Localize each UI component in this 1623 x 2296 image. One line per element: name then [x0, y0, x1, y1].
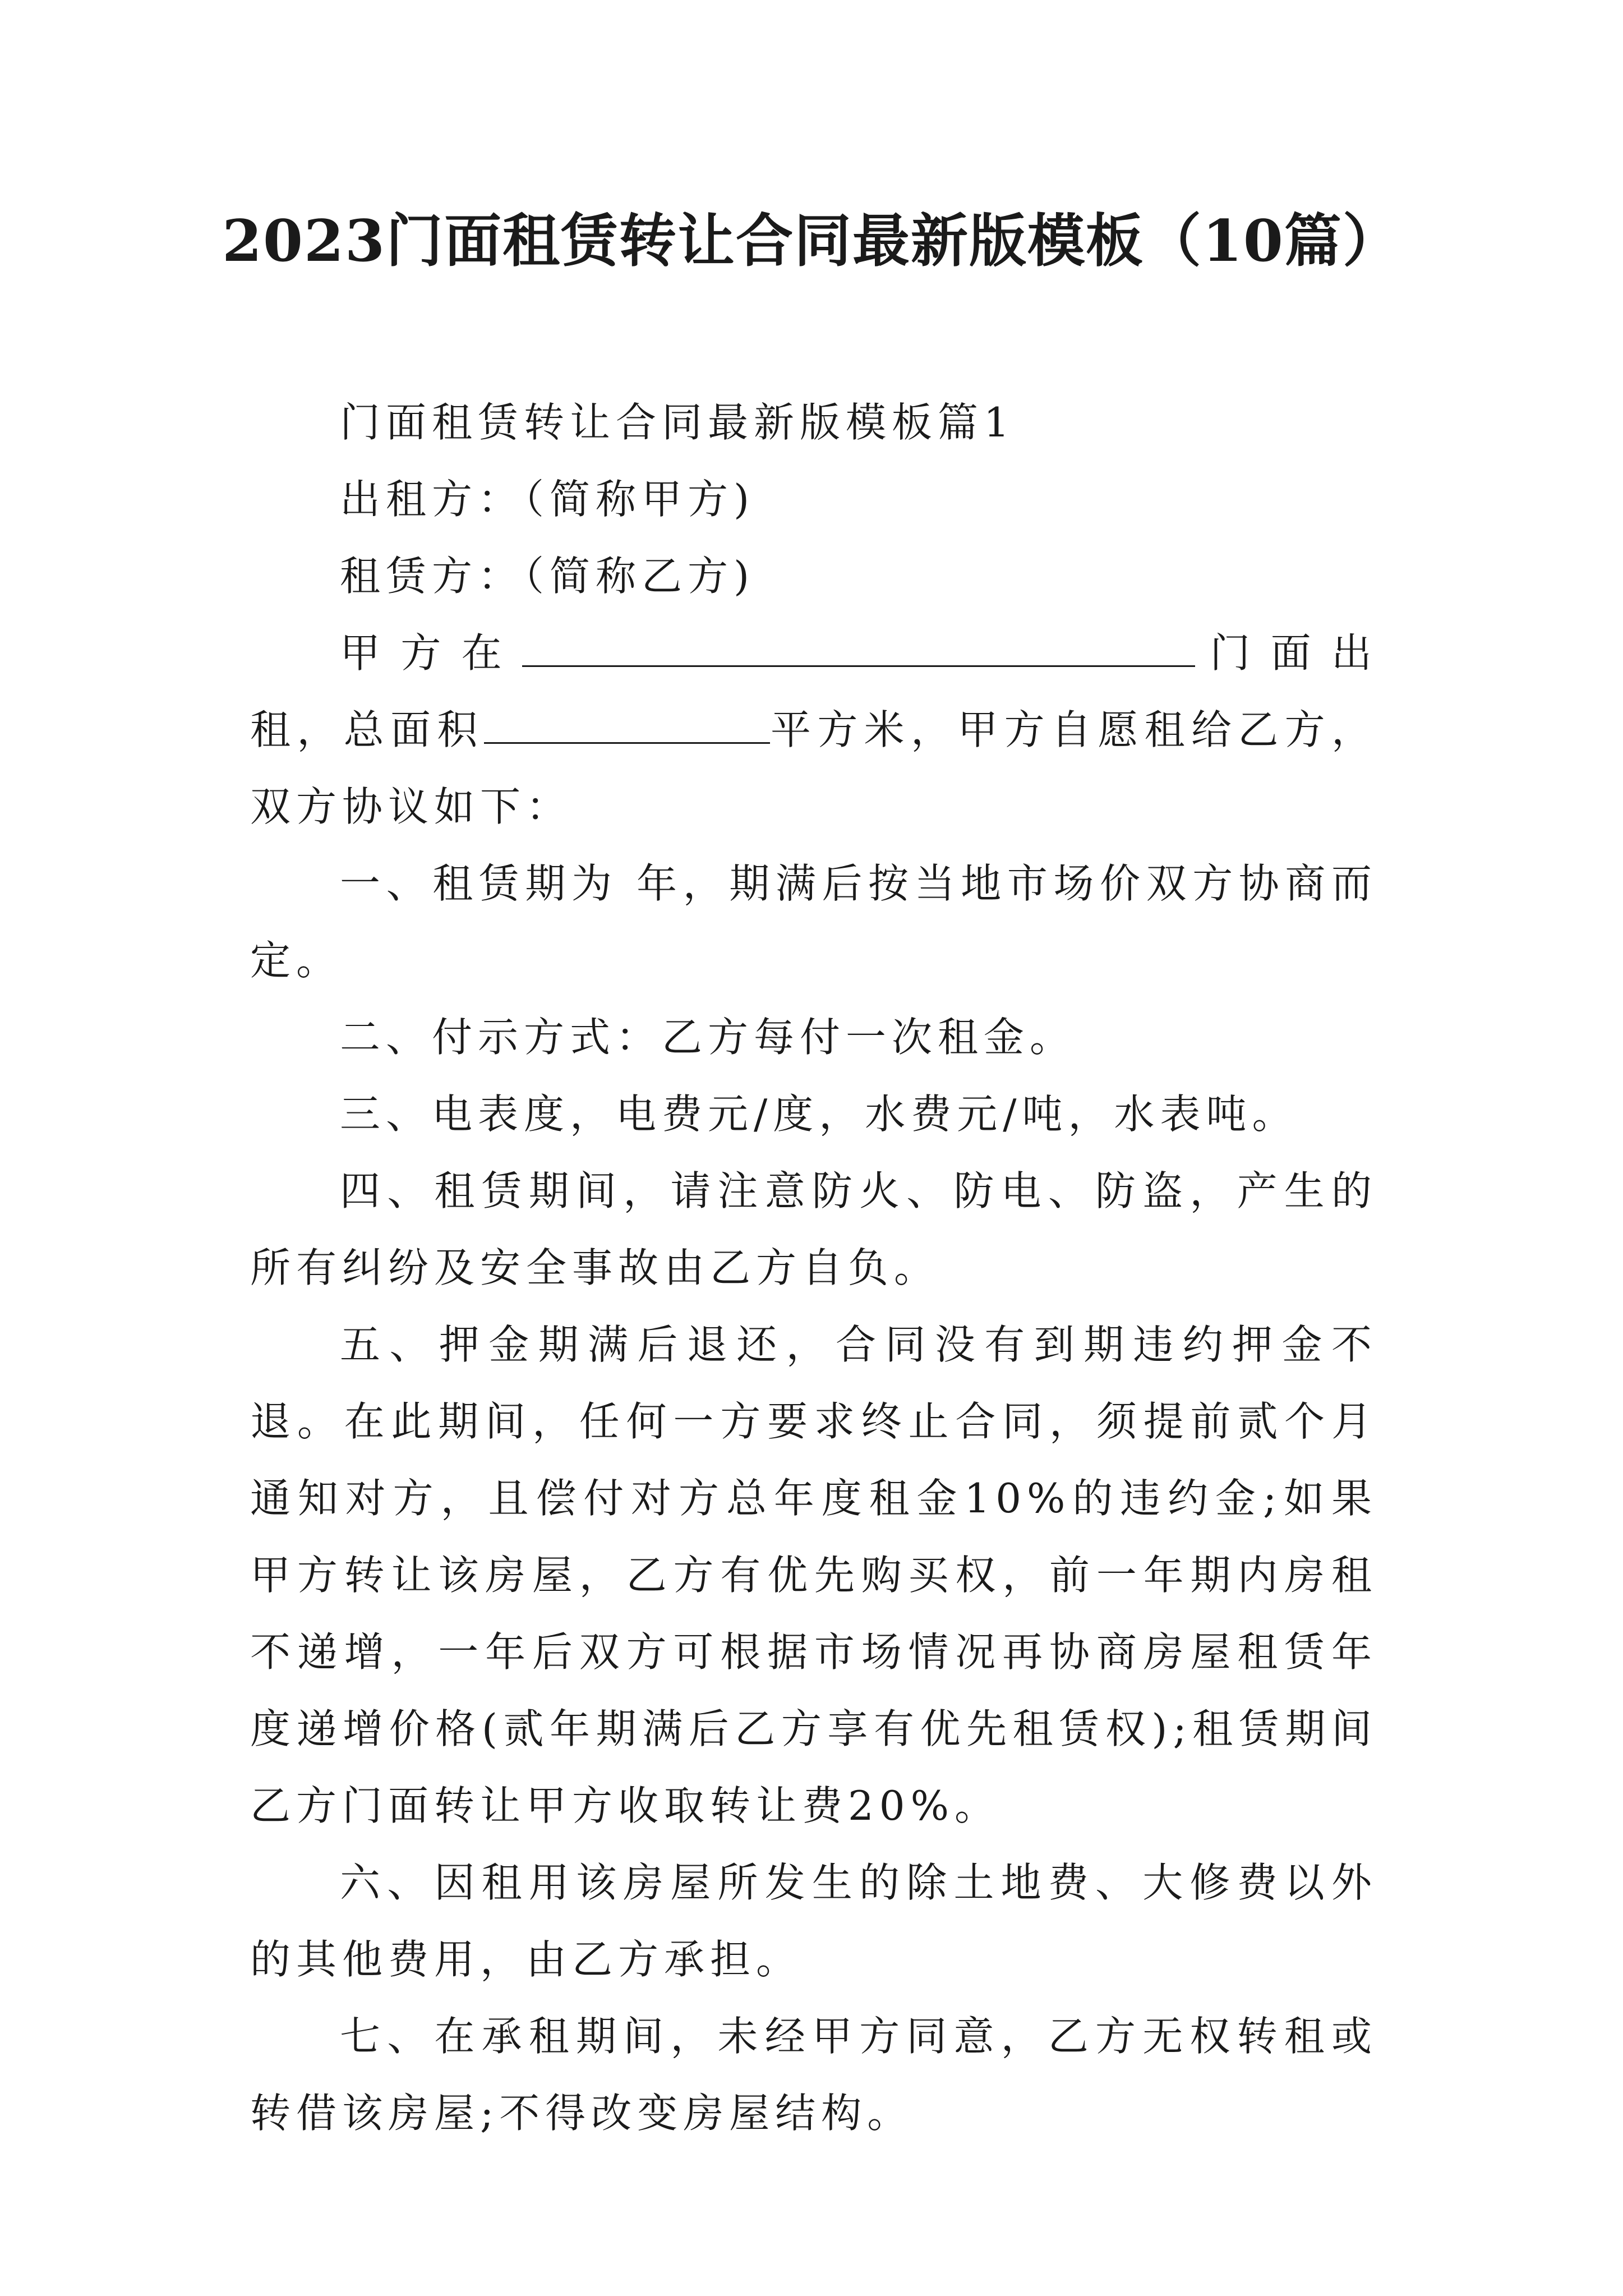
clause-6: 六、因租用该房屋所发生的除土地费、大修费以外的其他费用，由乙方承担。 — [250, 1859, 1377, 1983]
intro-paragraph — [250, 615, 1377, 845]
intro-text-1: 甲方在 — [340, 629, 522, 677]
section-heading: 门面租赁转让合同最新版模板篇1 — [340, 399, 1015, 446]
document-title: 2023门面租赁转让合同最新版模板（10篇） — [222, 208, 1401, 275]
clause-2: 二、付示方式：乙方每付一次租金。 — [340, 1014, 1076, 1061]
location-blank — [522, 628, 1195, 667]
clause-3: 三、电表度，电费元/度，水费元/吨，水表吨。 — [340, 1091, 1298, 1138]
clause-1: 一、租赁期为 年，期满后按当地市场价双方协商而定。 — [250, 860, 1377, 984]
clause-5: 五、押金期满后退还，合同没有到期违约押金不退。在此期间，任何一方要求终止合同，须提前贰个月通知对方，且偿付对方总年度租金10%的违约金;如果甲方转让该房屋，乙方有优先购买权，前一年期内房租不递增，一年后双方可根据市场情况再协商房屋租赁年度递增价格(贰年期满后乙方享有优先租赁权);租赁期间乙方门面转让甲方收取转让费20%。 — [250, 1321, 1377, 1829]
clause-7: 七、在承租期间，未经甲方同意，乙方无权转租或转借该房屋;不得改变房屋结构。 — [250, 2013, 1377, 2137]
area-blank — [484, 705, 770, 744]
lessee-line: 租赁方：（简称乙方) — [340, 553, 755, 600]
intro-text-2: 门面出租，总面积 — [250, 629, 1377, 753]
intro-text-3: 平方米，甲方自愿租给乙方，双方协议如下： — [250, 706, 1377, 830]
clause-4: 四、租赁期间，请注意防火、防电、防盗，产生的所有纠纷及安全事故由乙方自负。 — [250, 1167, 1377, 1291]
lessor-line: 出租方：（简称甲方) — [340, 476, 755, 523]
document-body — [250, 384, 1377, 2152]
